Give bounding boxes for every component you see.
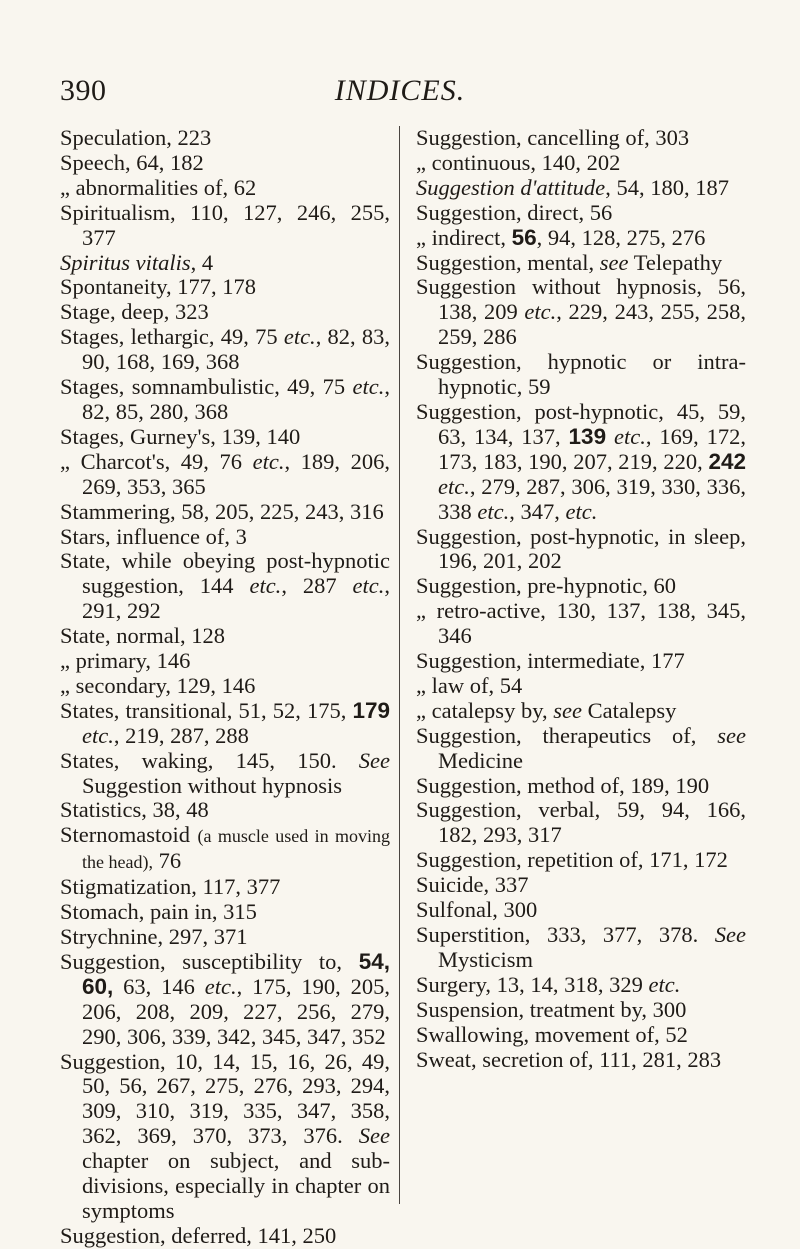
index-entry xyxy=(60,1050,390,1224)
index-entry-text: etc. xyxy=(524,299,557,325)
index-entry-text: State, while obeying post-hypnotic suggestion, 144 xyxy=(60,548,390,599)
index-entry-text: Suggestion, cancelling of, 303 xyxy=(416,125,690,150)
index-entry-text: 76 xyxy=(152,848,182,874)
index-entry-text: etc. xyxy=(204,973,237,999)
index-entry xyxy=(60,151,390,176)
index-entry xyxy=(416,599,746,649)
index-entry xyxy=(416,674,746,699)
index-entry-text: , 175, 190, 205, 206, 208, 209, 227, 256, 279, 290, 306, 339, 342, 345, 347, 352 xyxy=(82,973,391,1049)
index-entry-text: „ indirect, xyxy=(416,224,512,250)
index-entry xyxy=(60,823,390,875)
index-entry-text: see xyxy=(717,722,746,748)
index-entry-text: 54, 60, xyxy=(82,948,390,999)
index-entry-text: see xyxy=(599,249,629,275)
index-entry-text: See xyxy=(358,1123,390,1149)
index-entry-text: etc. xyxy=(565,498,598,524)
index-entry xyxy=(416,251,746,276)
running-head: INDICES. xyxy=(334,74,466,107)
index-entry-text: Statistics, 38, 48 xyxy=(60,797,209,823)
index-entry-text: Strychnine, 297, 371 xyxy=(60,924,248,949)
index-column-right xyxy=(416,126,746,1072)
index-entry xyxy=(60,126,390,151)
index-entry-text: „ primary, 146 xyxy=(60,648,191,674)
index-entry-text: Stage, deep, 323 xyxy=(60,299,209,325)
index-entry-text: , 219, 287, 288 xyxy=(113,722,249,748)
index-entry xyxy=(60,900,390,925)
index-column-left xyxy=(60,126,390,1249)
index-entry-text: see xyxy=(553,697,582,723)
index-entry-text: etc. xyxy=(648,971,681,997)
index-entry-text: Suggestion, therapeutics of, xyxy=(416,722,718,748)
index-entry-text: , 82, 85, 280, 368 xyxy=(82,374,390,424)
index-entry-text: Suggestion, mental, xyxy=(416,249,600,275)
index-entry xyxy=(416,350,746,400)
index-entry-text: „ secondary, 129, 146 xyxy=(60,672,256,698)
index-entry-text: etc. xyxy=(283,324,316,350)
index-entry-text: Superstition, 333, 377, 378. xyxy=(416,922,715,947)
index-entry xyxy=(60,649,390,674)
index-entry-text: Stomach, pain in, 315 xyxy=(60,899,257,925)
index-entry xyxy=(416,798,746,848)
index-entry-text: Suggestion, direct, 56 xyxy=(416,199,613,225)
index-entry xyxy=(416,275,746,350)
index-entry-text: Swallowing, movement of, 52 xyxy=(416,1021,688,1047)
index-entry-text xyxy=(606,424,614,449)
index-entry-text: Suggestion, pre-hypnotic, 60 xyxy=(416,573,676,599)
index-entry-text: „ continuous, 140, 202 xyxy=(416,149,621,175)
index-entry-text: Suggestion, 10, 14, 15, 16, 26, 49, 50, 56, 267, 275, 276, 293, 294, 309, 310, 319, 335, 347, 358, 362, 369, 370, 373, 376. xyxy=(60,1048,390,1149)
index-entry xyxy=(416,574,746,599)
index-entry xyxy=(60,525,390,550)
index-entry-text: Spiritus vitalis xyxy=(60,249,191,275)
index-entry-text: 56 xyxy=(511,224,537,250)
index-entry-text: 139 xyxy=(568,423,607,449)
index-entry xyxy=(60,500,390,525)
index-entry-text: Speech, 64, 182 xyxy=(60,149,204,175)
index-entry-text: , 287 xyxy=(281,573,353,599)
index-entry-text: Sulfonal, 300 xyxy=(416,897,538,923)
index-entry-text: (a muscle used in moving the head), xyxy=(82,826,390,873)
index-entry xyxy=(416,649,746,674)
index-entry-text: etc. xyxy=(352,374,385,400)
index-entry xyxy=(60,674,390,699)
index-entry-text: etc. xyxy=(252,448,285,474)
index-entry-text: Stages, Gurney's, 139, 140 xyxy=(60,423,301,449)
index-entry-text: 179 xyxy=(352,697,390,723)
index-entry-text: , 82, 83, 90, 168, 169, 368 xyxy=(82,324,391,375)
index-entry-text: „ abnormalities of, 62 xyxy=(60,174,257,200)
index-entry xyxy=(416,151,746,176)
index-entry-text: Medicine xyxy=(438,747,523,773)
index-entry xyxy=(416,898,746,923)
index-entry xyxy=(416,724,746,774)
index-entry-text: Suggestion without hypnosis xyxy=(82,772,343,798)
index-entry-text: etc. xyxy=(82,722,114,748)
index-entry-text: 63, 146 xyxy=(113,973,205,999)
index-entry xyxy=(416,226,746,251)
index-entry-text: Speculation, 223 xyxy=(60,125,212,150)
index-entry xyxy=(60,275,390,300)
index-entry-text: etc. xyxy=(613,423,646,449)
index-entry xyxy=(60,749,390,799)
index-entry-text: „ law of, 54 xyxy=(416,672,523,698)
index-entry xyxy=(60,251,390,276)
index-entry xyxy=(416,176,746,201)
index-entry-text: „ Charcot's, 49, 76 xyxy=(60,448,253,474)
index-entry xyxy=(60,624,390,649)
index-entry xyxy=(416,973,746,998)
index-entry xyxy=(416,201,746,226)
index-entry-text: , 189, 206, 269, 353, 365 xyxy=(82,448,391,499)
index-entry-text: Suggestion, susceptibility to, xyxy=(60,948,359,974)
index-entry-text: Sternomastoid xyxy=(60,822,198,848)
index-entry xyxy=(60,325,390,375)
index-entry-text: Mysticism xyxy=(438,946,534,972)
index-entry xyxy=(60,950,390,1050)
index-entry-text: Suggestion, method of, 189, 190 xyxy=(416,772,710,798)
index-entry xyxy=(416,400,746,525)
index-entry-text: Telepathy xyxy=(628,249,723,275)
index-entry-text: Suggestion, post-hypnotic, in sleep, 196, 201, 202 xyxy=(416,523,746,574)
index-entry-text: Stages, lethargic, 49, 75 xyxy=(60,324,284,350)
index-entry-text: , 291, 292 xyxy=(82,573,390,624)
index-entry-text: „ catalepsy by, xyxy=(416,697,554,723)
index-entry-text: , 54, 180, 187 xyxy=(605,174,729,200)
index-entry-text: Suggestion, intermediate, 177 xyxy=(416,648,685,674)
page-header xyxy=(0,74,800,114)
index-entry-text: Suggestion, repetition of, 171, 172 xyxy=(416,847,728,873)
index-entry xyxy=(416,774,746,799)
index-entry-text: Stars, influence of, 3 xyxy=(60,523,247,549)
index-entry-text: Surgery, 13, 14, 318, 329 xyxy=(416,971,649,997)
index-entry-text: etc. xyxy=(438,473,470,499)
index-entry xyxy=(416,1048,746,1073)
index-entry-text: Sweat, secretion of, 111, 281, 283 xyxy=(416,1046,722,1072)
index-entry xyxy=(416,923,746,973)
index-entry-text: See xyxy=(714,922,746,947)
index-entry xyxy=(416,998,746,1023)
index-entry xyxy=(60,699,390,749)
index-entry-text: Spontaneity, 177, 178 xyxy=(60,274,257,300)
index-entry xyxy=(60,450,390,500)
index-entry-text: Suggestion d'attitude xyxy=(416,174,606,200)
index-entry-text: etc. xyxy=(249,573,282,599)
index-entry-text: chapter on subject, and sub-divisions, especially in chapter on symptoms xyxy=(82,1148,390,1223)
index-entry xyxy=(60,176,390,201)
index-entry-text: Suggestion, verbal, 59, 94, 166, 182, 293, 317 xyxy=(416,797,746,848)
page-number: 390 xyxy=(60,74,107,107)
index-entry-text: „ retro-active, 130, 137, 138, 345, 346 xyxy=(416,598,746,649)
index-entry-text: Suggestion without hypnosis, 56, 138, 209 xyxy=(416,274,746,325)
index-entry-text: , 279, 287, 306, 319, 330, 336, 338 xyxy=(438,473,746,524)
index-entry xyxy=(60,875,390,900)
index-entry xyxy=(60,1224,390,1249)
index-entry-text: Stages, somnambulistic, 49, 75 xyxy=(60,374,353,400)
index-entry xyxy=(416,848,746,873)
index-entry xyxy=(416,525,746,575)
index-entry-text: , 347, xyxy=(509,498,566,524)
index-entry-text: State, normal, 128 xyxy=(60,623,225,649)
index-entry xyxy=(60,201,390,251)
index-entry-text: Stammering, 58, 205, 225, 243, 316 xyxy=(60,498,384,524)
index-entry-text: See xyxy=(358,747,390,773)
index-entry xyxy=(60,549,390,624)
index-entry-text: States, waking, 145, 150. xyxy=(60,747,359,773)
index-entry-text: Suspension, treatment by, 300 xyxy=(416,996,687,1022)
index-entry-text: 242 xyxy=(708,448,746,474)
column-divider xyxy=(399,126,400,1204)
index-entry-text: Suggestion, deferred, 141, 250 xyxy=(60,1222,337,1248)
index-entry-text: Spiritualism, 110, 127, 246, 255, 377 xyxy=(60,199,390,250)
index-entry-text: , 94, 128, 275, 276 xyxy=(536,224,706,250)
index-entry-text: States, transitional, 51, 52, 175, xyxy=(60,697,353,723)
index-entry-text: , 169, 172, 173, 183, 190, 207, 219, 220, xyxy=(438,423,746,474)
index-entry-text: Suggestion, post-hypnotic, 45, 59, 63, 134, 137, xyxy=(416,398,746,449)
index-entry xyxy=(60,300,390,325)
index-entry-text: Catalepsy xyxy=(581,697,677,723)
index-entry xyxy=(60,375,390,425)
index-entry-text: Suggestion, hypnotic or intra-hypnotic, 59 xyxy=(416,349,746,400)
index-entry-text: Stigmatization, 117, 377 xyxy=(60,874,281,900)
index-entry xyxy=(416,1023,746,1048)
index-entry xyxy=(60,925,390,950)
index-entry xyxy=(60,798,390,823)
index-entry xyxy=(416,873,746,898)
index-entry xyxy=(416,699,746,724)
index-entry-text: Suicide, 337 xyxy=(416,872,529,898)
index-entry xyxy=(60,425,390,450)
index-entry-text: etc. xyxy=(352,573,385,599)
index-entry-text: etc. xyxy=(477,498,510,524)
index-entry xyxy=(416,126,746,151)
index-entry-text: , 4 xyxy=(190,249,214,275)
index-entry-text: , 229, 243, 255, 258, 259, 286 xyxy=(438,299,746,350)
